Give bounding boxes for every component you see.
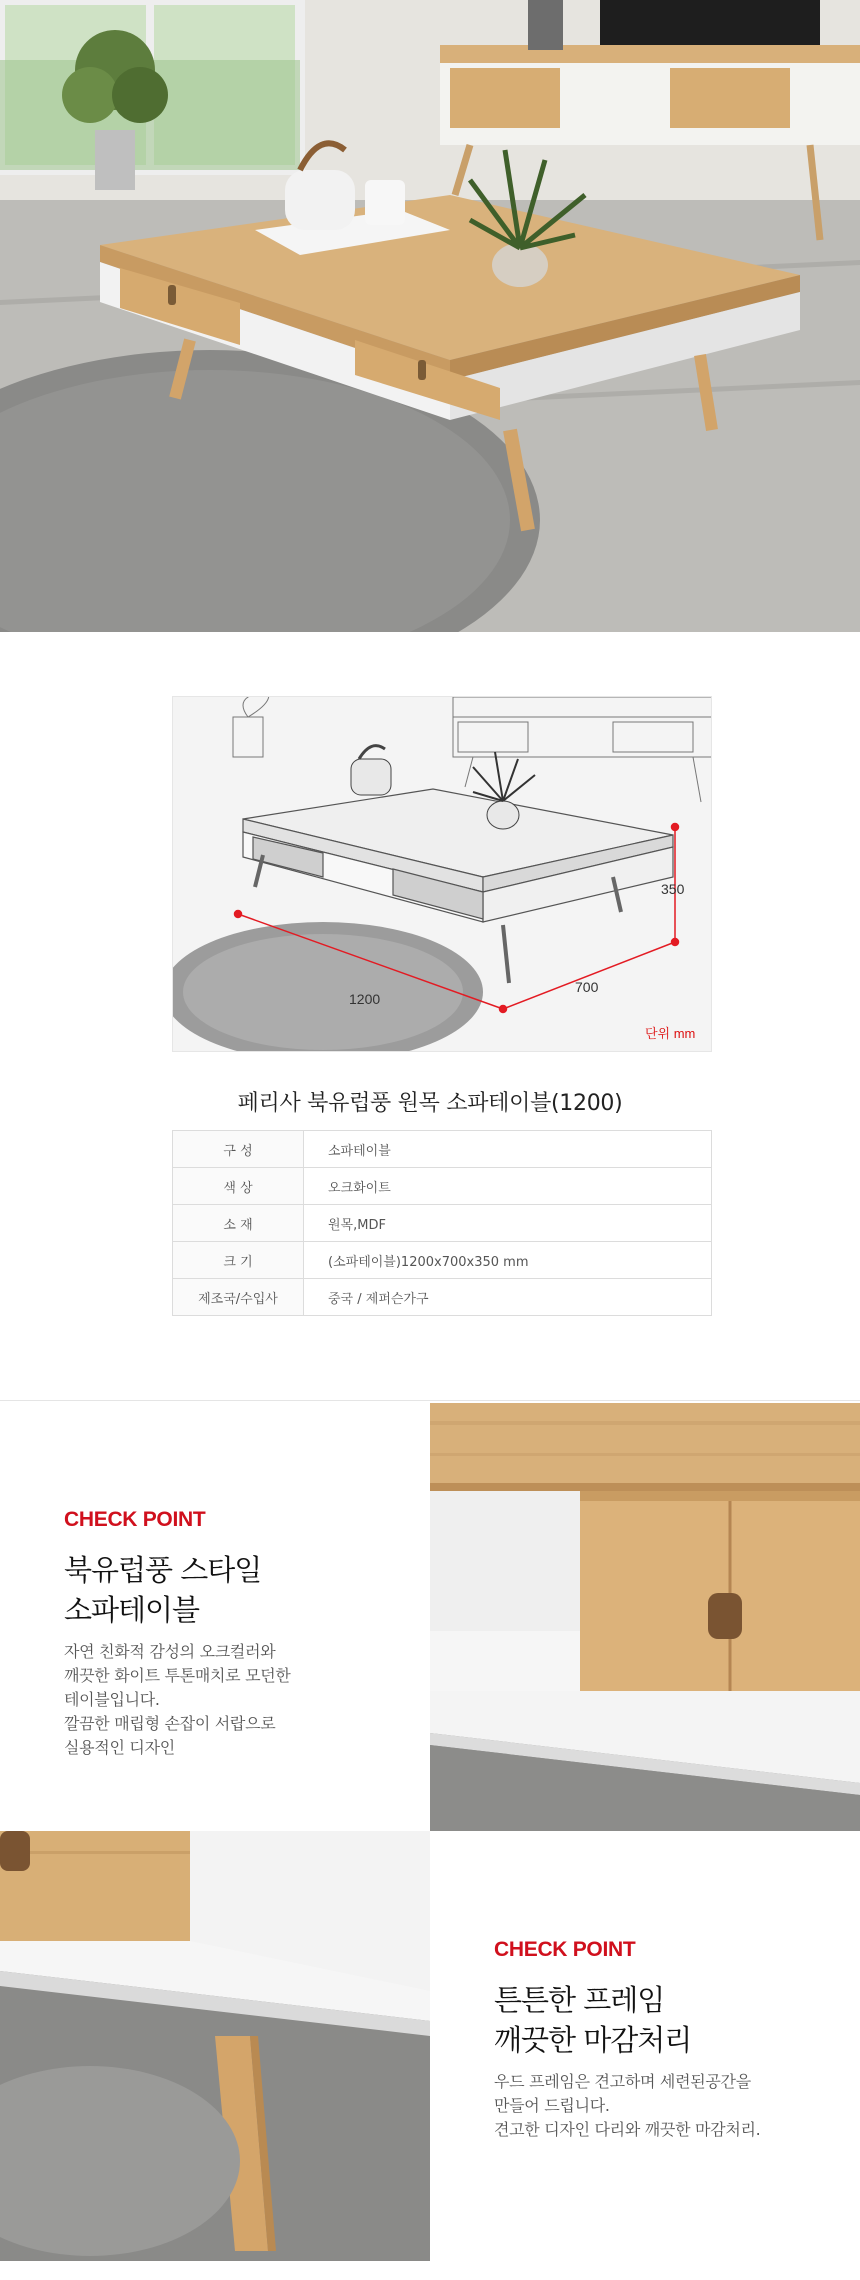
- section-divider: [0, 1400, 860, 1401]
- spec-value: (소파테이블)1200x700x350 mm: [304, 1242, 712, 1279]
- dimension-sketch: [172, 696, 712, 1052]
- dim-height-label: 350: [661, 881, 685, 897]
- spec-row: [173, 1131, 712, 1168]
- checkpoint-1-label: CHECK POINT: [64, 1508, 206, 1531]
- unit-label: 단위 mm: [645, 1026, 696, 1041]
- checkpoint-2-label: CHECK POINT: [494, 1938, 636, 1961]
- spec-value: 중국 / 제퍼슨가구: [304, 1279, 712, 1316]
- hero-product-photo: [0, 0, 860, 632]
- spec-row: [173, 1242, 712, 1279]
- spec-table: [172, 1130, 712, 1316]
- hero-illustration: [0, 0, 860, 632]
- spec-row: [173, 1205, 712, 1242]
- spec-value: 오크화이트: [304, 1168, 712, 1205]
- spec-key: 크 기: [173, 1242, 304, 1279]
- checkpoint-1-photo: [430, 1403, 860, 1831]
- checkpoint-1-title: 북유럽풍 스타일 소파테이블: [64, 1553, 262, 1627]
- dim-depth-label: 700: [575, 979, 599, 995]
- spec-value: 소파테이블: [304, 1131, 712, 1168]
- checkpoint-2-photo: [0, 1831, 430, 2261]
- spec-row: [173, 1279, 712, 1316]
- spec-value: 원목,MDF: [304, 1205, 712, 1242]
- dim-width-label: 1200: [349, 991, 381, 1007]
- sketch-drawing: [173, 697, 712, 1052]
- checkpoint-2-title: 튼튼한 프레임 깨끗한 마감처리: [494, 1983, 692, 2057]
- spec-key: 소 재: [173, 1205, 304, 1242]
- spec-key: 제조국/수입사: [173, 1279, 304, 1316]
- checkpoint-1-body: 자연 친화적 감성의 오크컬러와 깨끗한 화이트 투톤매치로 모던한 테이블입니다. 깔끔한 매립형 손잡이 서랍으로 실용적인 디자인: [64, 1642, 291, 1757]
- checkpoint-2-body: 우드 프레임은 견고하며 세련된공간을 만들어 드립니다. 견고한 디자인 다리와 깨끗한 마감처리.: [494, 2072, 761, 2139]
- leg-closeup: [0, 1831, 430, 2261]
- product-title: 페리사 북유럽풍 원목 소파테이블(1200): [237, 1091, 623, 1116]
- spec-key: 색 상: [173, 1168, 304, 1205]
- table-top-closeup: [430, 1403, 860, 1831]
- spec-key: 구 성: [173, 1131, 304, 1168]
- spec-row: [173, 1168, 712, 1205]
